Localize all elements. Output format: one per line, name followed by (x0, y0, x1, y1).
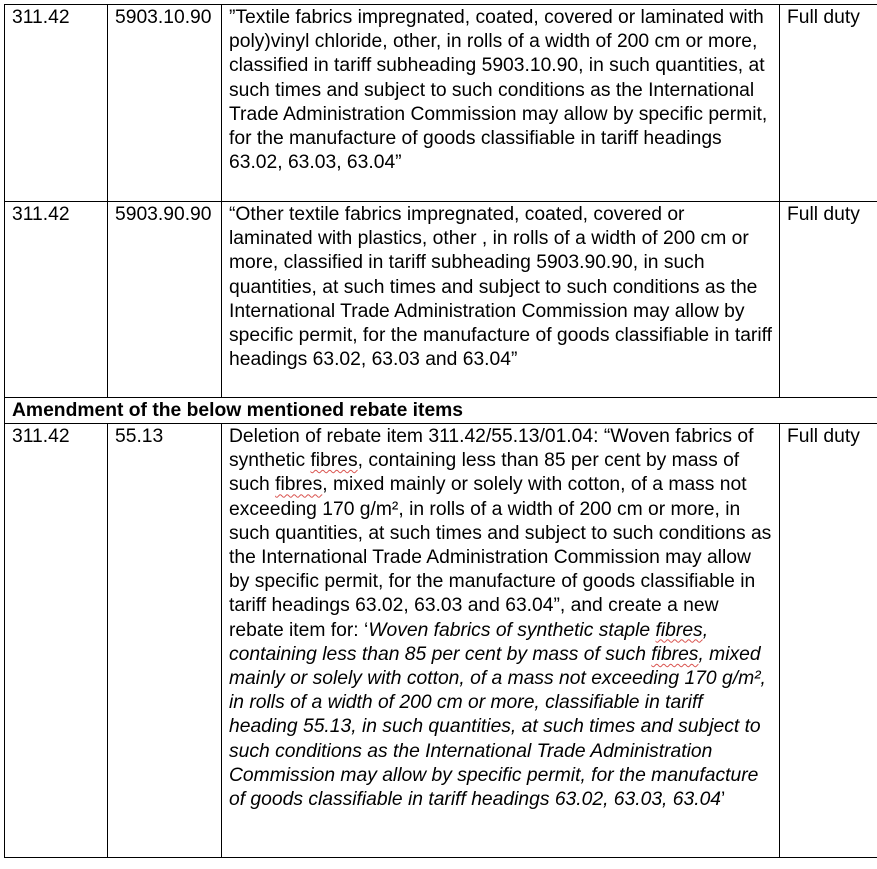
rebate-item-cell: 311.42 (5, 202, 108, 398)
description-cell: “Other textile fabrics impregnated, coated, covered or laminated with plastics, other , in rolls of a width of 200 cm or more, classified in tariff subheading 5903.90.90, in such quantities, at such times and subject to such conditions as the International Trade Administration Commission may allow by specific permit, for the manufacture of goods classifiable in tariff headings 63.02, 63.03 and 63.04” (222, 202, 780, 398)
closing-quote: ’ (721, 789, 726, 811)
tariff-heading-cell: 5903.90.90 (108, 202, 222, 398)
tariff-heading-cell: 5903.10.90 (108, 5, 222, 202)
description-text: , containing less than 85 per cent by mass of such (229, 450, 740, 496)
table-row (5, 202, 877, 398)
italic-text: , containing less than 85 per cent by mass of such (229, 619, 709, 665)
new-rebate-item-text (229, 620, 766, 810)
rebate-items-table (4, 4, 877, 858)
spellcheck-flagged-word: fibres (310, 450, 358, 472)
table-row (5, 424, 877, 858)
tariff-heading-cell: 55.13 (108, 424, 222, 858)
section-heading-row (5, 398, 877, 424)
description-text: , mixed mainly or solely with cotton, of a mass not exceeding 170 g/m², in rolls of a width of 200 cm or more, in such quantities, at such times and subject to such conditions as the International Trade Administration Commission may allow by specific permit, for the manufacture of goods classifiable in tariff headings 63.02, 63.03 and 63.04”, and create a new rebate item for: ‘ (229, 474, 772, 641)
italic-text: Woven fabrics of synthetic staple (368, 619, 656, 641)
description-text: Deletion of rebate item 311.42/55.13/01.04: “Woven fabrics of synthetic (229, 426, 754, 472)
italic-text: , mixed mainly or solely with cotton, of a mass not exceeding 170 g/m², in rolls of a width of 200 cm or more, classifiable in tariff heading 55.13, in such quantities, at such times and subject to such conditions as the International Trade Administration Commission may allow by specific permit, for the manufacture of goods classifiable in tariff headings 63.02, 63.03, 63.04 (229, 643, 766, 811)
rebate-item-cell: 311.42 (5, 424, 108, 858)
spellcheck-flagged-word: fibres (655, 619, 703, 641)
table-row (5, 5, 877, 202)
rebate-item-cell: 311.42 (5, 5, 108, 202)
section-heading: Amendment of the below mentioned rebate items (5, 398, 877, 424)
amendment-description-cell (222, 424, 780, 858)
description-cell: ”Textile fabrics impregnated, coated, covered or laminated with poly)vinyl chloride, other, in rolls of a width of 200 cm or more, classified in tariff subheading 5903.10.90, in such quantities, at such times and subject to such conditions as the International Trade Administration Commission may allow by specific permit, for the manufacture of goods classifiable in tariff headings 63.02, 63.03, 63.04” (222, 5, 780, 202)
duty-cell: Full duty (780, 202, 877, 398)
spellcheck-flagged-word: fibres (651, 643, 699, 665)
duty-cell: Full duty (780, 424, 877, 858)
spellcheck-flagged-word: fibres (275, 474, 323, 496)
duty-cell: Full duty (780, 5, 877, 202)
